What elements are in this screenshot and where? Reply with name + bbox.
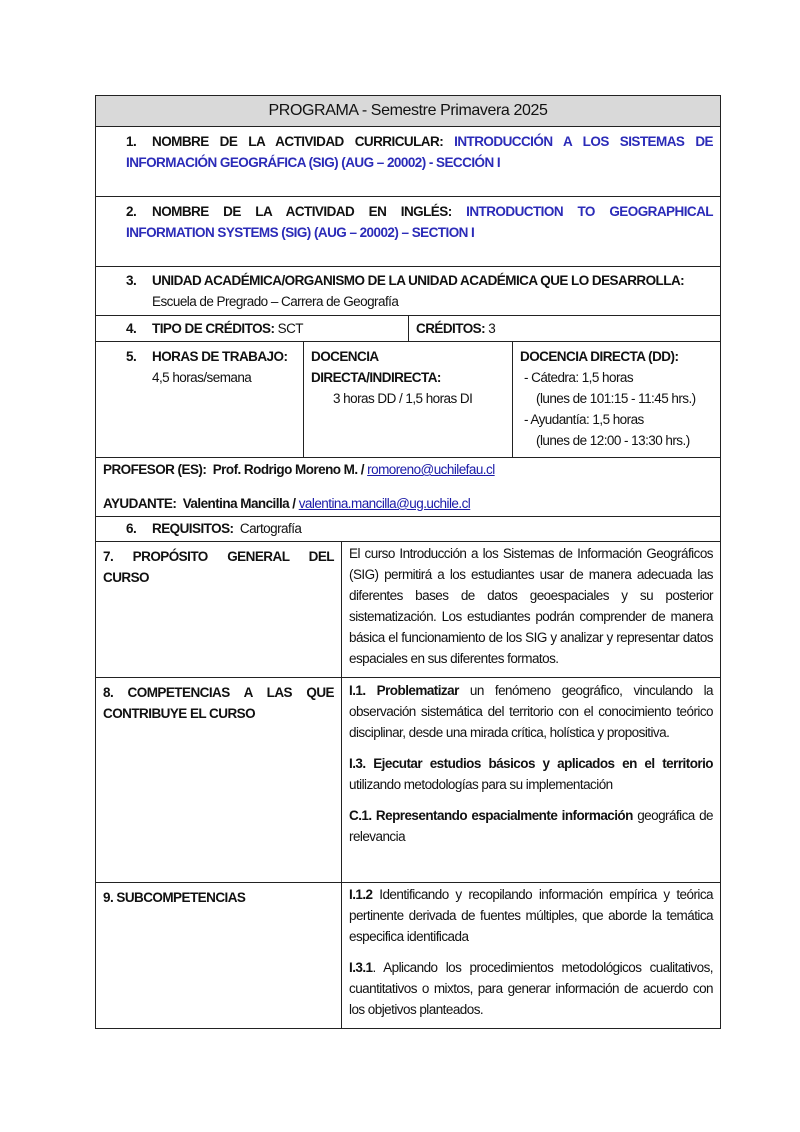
professor-name: Prof. Rodrigo Moreno M. / [212, 462, 364, 477]
docencia-label: DOCENCIA [311, 349, 379, 364]
section-number: 1. [126, 134, 137, 149]
catedra-time: (lunes de 101:15 - 11:45 hrs.) [536, 391, 696, 406]
professor-label: PROFESOR (ES): [103, 462, 207, 477]
program-title: PROGRAMA - Semestre Primavera 2025 [95, 95, 721, 127]
catedra: - Cátedra: 1,5 horas [524, 370, 634, 385]
section-2-english-name [95, 196, 721, 267]
assistant-line [103, 493, 713, 514]
section-5-docencia [303, 341, 513, 458]
section-9-label: 9. SUBCOMPETENCIAS [95, 882, 342, 1029]
competency-item: I.1. Problematizar un fenómeno geográfico, vinculando la observación sistemática del territorio con el conocimiento teórico disciplinar, desde una mirada crítica, holística y propositiva. [349, 683, 713, 740]
professor-email-link[interactable]: romoreno@uchilefau.cl [367, 462, 495, 477]
section-7-purpose: El curso Introducción a los Sistemas de Información Geográficos (SIG) permitirá a los estudiantes usar de manera adecuada las diferentes bases de datos geoespaciales y su posterior sistematización. Los estudiantes podrán comprender de manera básica el funcionamiento de los SIG y analizar y representar datos espaciales en sus diferentes formatos. [341, 541, 721, 678]
section-value: SCT [277, 321, 303, 336]
section-label: NOMBRE DE LA ACTIVIDAD EN INGLÉS: [152, 204, 452, 219]
section-label: TIPO DE CRÉDITOS: [152, 321, 275, 336]
section-5-direct-teaching [512, 341, 721, 458]
section-number: 4. [126, 321, 137, 336]
section-label: NOMBRE DE LA ACTIVIDAD CURRICULAR: [152, 134, 444, 149]
section-1-activity-name [95, 126, 721, 197]
competency-item: C.1. Representando espacialmente información geográfica de relevancia [349, 808, 713, 844]
section-8-label: 8. COMPETENCIAS A LAS QUE CONTRIBUYE EL CURSO [95, 677, 342, 883]
ayudantia-time: (lunes de 12:00 - 13:30 hrs.) [536, 433, 690, 448]
assistant-email-link[interactable]: valentina.mancilla@ug.uchile.cl [298, 496, 471, 511]
section-value: Cartografía [239, 521, 302, 536]
credits-label: CRÉDITOS: [416, 321, 486, 336]
section-3-academic-unit [95, 266, 721, 316]
section-4-credits [408, 315, 721, 342]
subcompetency-item: I.1.2 Identificando y recopilando información empírica y teórica pertinente derivada de fuentes múltiples, que aborde la temática especifica identificada [349, 887, 713, 944]
ayudantia: - Ayudantía: 1,5 horas [524, 412, 644, 427]
section-number: 2. [126, 204, 137, 219]
section-label: UNIDAD ACADÉMICA/ORGANISMO DE LA UNIDAD ACADÉMICA QUE LO DESARROLLA: [152, 273, 685, 288]
section-value: 4,5 horas/semana [152, 370, 252, 385]
competency-item: I.3. Ejecutar estudios básicos y aplicados en el territorio utilizando metodologías para su implementación [349, 756, 713, 792]
assistant-name: Valentina Mancilla / [182, 496, 296, 511]
staff-section [95, 457, 721, 517]
dd-label: DOCENCIA DIRECTA (DD): [520, 349, 679, 364]
section-value: Escuela de Pregrado – Carrera de Geografía [152, 294, 399, 309]
section-7-label: 7. PROPÓSITO GENERAL DEL CURSO [95, 541, 342, 678]
docencia-label-2: DIRECTA/INDIRECTA: [311, 370, 441, 385]
section-value: INTRODUCTION TO GEOGRAPHICAL INFORMATION SYSTEMS (SIG) (AUG – 20002) – SECTION I [126, 204, 713, 240]
section-5-work-hours [95, 341, 304, 458]
professor-line [103, 459, 713, 480]
section-8-competencies [341, 677, 721, 883]
section-number: 5. [126, 349, 137, 364]
section-value: INTRODUCCIÓN A LOS SISTEMAS DE INFORMACIÓN GEOGRÁFICA (SIG) (AUG – 20002) - SECCIÓN I [126, 134, 713, 170]
docencia-value: 3 horas DD / 1,5 horas DI [333, 391, 473, 406]
section-number: 3. [126, 273, 137, 288]
subcompetency-item: I.3.1. Aplicando los procedimientos metodológicos cualitativos, cuantitativos o mixtos, para generar información de acuerdo con los objetivos planteados. [349, 960, 713, 1017]
section-label: HORAS DE TRABAJO: [152, 349, 288, 364]
credits-value: 3 [488, 321, 496, 336]
section-6-requirements [95, 516, 721, 542]
section-label: REQUISITOS: [152, 521, 234, 536]
section-4-credit-type [95, 315, 409, 342]
section-9-subcompetencies [341, 882, 721, 1029]
assistant-label: AYUDANTE: [103, 496, 177, 511]
section-number: 6. [126, 521, 137, 536]
